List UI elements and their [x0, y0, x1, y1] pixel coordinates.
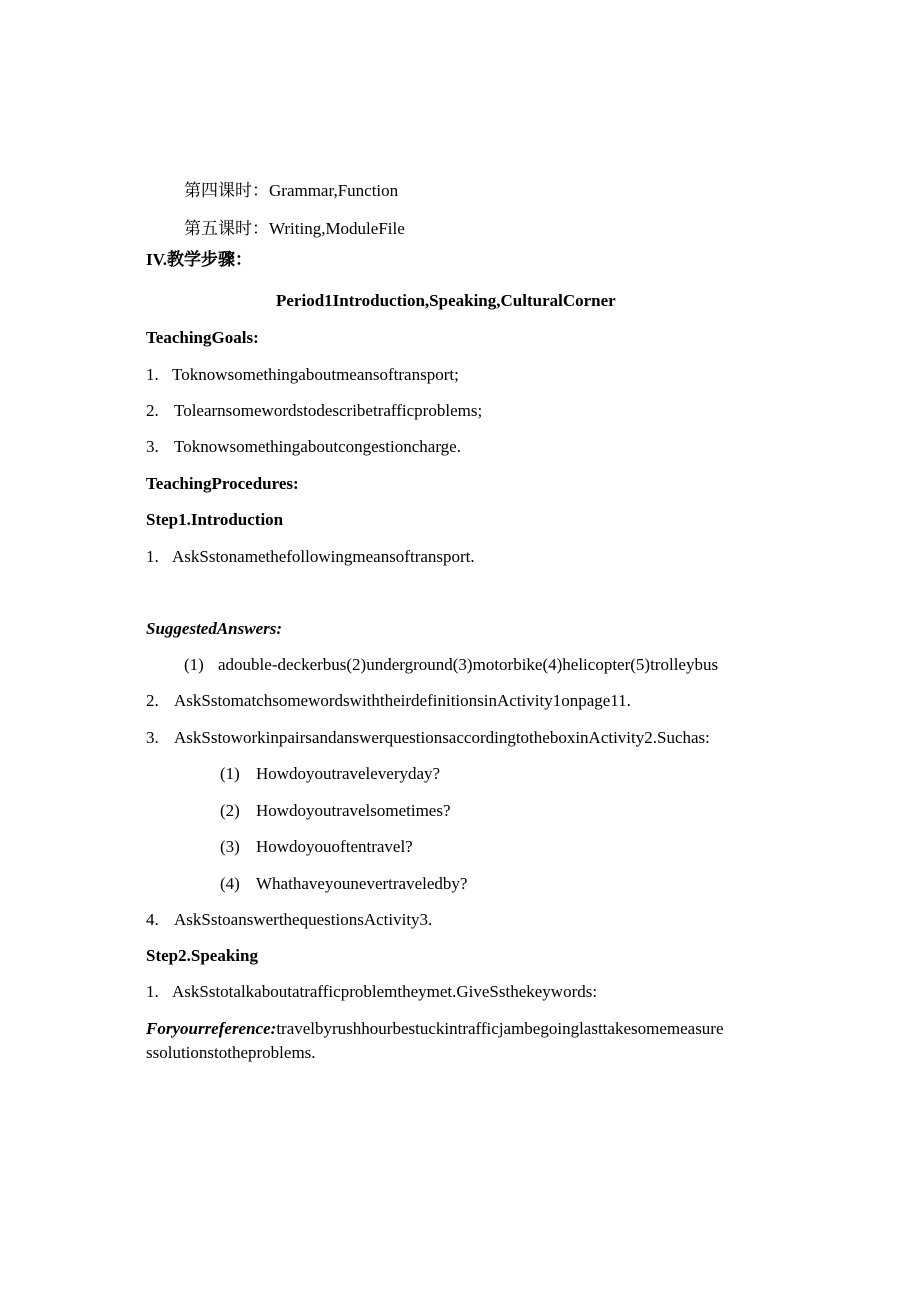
goal-text: Toknowsomethingaboutmeansoftransport;	[172, 365, 459, 384]
item-text: AskSstomatchsomewordswiththeirdefinitionsinActivity1onpage11.	[174, 691, 631, 710]
reference-continuation: ssolutionstotheproblems.	[146, 1043, 316, 1062]
goal-number: 2.	[146, 401, 159, 420]
goal-number: 1.	[146, 365, 159, 384]
reference-label: Foryourreference:	[146, 1019, 277, 1038]
item-text: AskSstoworkinpairsandanswerquestionsaccordingtotheboxinActivity2.Suchas:	[174, 728, 710, 747]
goals-heading: TeachingGoals:	[146, 328, 259, 347]
item-number: 1.	[146, 982, 159, 1001]
item-text: AskSstoanswerthequestionsActivity3.	[174, 910, 433, 929]
step2-item-1	[146, 982, 597, 1002]
item-number: 3.	[146, 728, 159, 747]
item-number: 1.	[146, 547, 159, 566]
step1-heading: Step1.Introduction	[146, 510, 284, 529]
item-number: 4.	[146, 910, 159, 929]
step1-item-4	[146, 910, 432, 930]
question-number: (1)	[220, 764, 240, 783]
question-number: (3)	[220, 837, 240, 856]
goal-number: 3.	[146, 437, 159, 456]
step2-heading: Step2.Speaking	[146, 946, 258, 965]
answer-number: (1)	[184, 655, 204, 674]
step1-item-3	[146, 728, 710, 748]
item-text: AskSstotalkaboutatrafficproblemtheymet.GiveSsthekeywords:	[172, 982, 598, 1001]
schedule-period-4: 第四课时：Grammar,Function	[184, 181, 399, 200]
schedule-period-5: 第五课时：Writing,ModuleFile	[184, 219, 405, 238]
reference-text: travelbyrushhourbestuckintrafficjambegoinglasttakesomemeasure	[276, 1019, 724, 1038]
goal-text: Tolearnsomewordstodescribetrafficproblems;	[174, 401, 483, 420]
item-number: 2.	[146, 691, 159, 710]
period-title: Period1Introduction,Speaking,CulturalCorner	[276, 291, 616, 310]
goal-text: Toknowsomethingaboutcongestioncharge.	[174, 437, 461, 456]
suggested-answers-label: SuggestedAnswers:	[146, 619, 283, 638]
answer-text: adouble-deckerbus(2)underground(3)motorbike(4)helicopter(5)trolleybus	[218, 655, 719, 674]
goal-item	[146, 401, 482, 421]
question-text: Whathaveyounevertraveledby?	[256, 874, 468, 893]
step1-item-1	[146, 547, 475, 567]
suggested-answers	[184, 655, 718, 675]
goal-item	[146, 365, 459, 385]
reference-line	[146, 1019, 724, 1039]
section-heading: IV.教学步骤：	[146, 250, 252, 269]
question-number: (4)	[220, 874, 240, 893]
question-text: Howdoyoutravelsometimes?	[256, 801, 451, 820]
question-text: Howdoyouoftentravel?	[256, 837, 413, 856]
question-item	[220, 764, 440, 784]
question-item	[220, 837, 413, 857]
step1-item-2	[146, 691, 631, 711]
question-item	[220, 874, 467, 894]
question-text: Howdoyoutraveleveryday?	[256, 764, 441, 783]
question-number: (2)	[220, 801, 240, 820]
item-text: AskSstonamethefollowingmeansoftransport.	[172, 547, 475, 566]
question-item	[220, 801, 451, 821]
goal-item	[146, 437, 461, 457]
procedures-heading: TeachingProcedures:	[146, 474, 299, 493]
